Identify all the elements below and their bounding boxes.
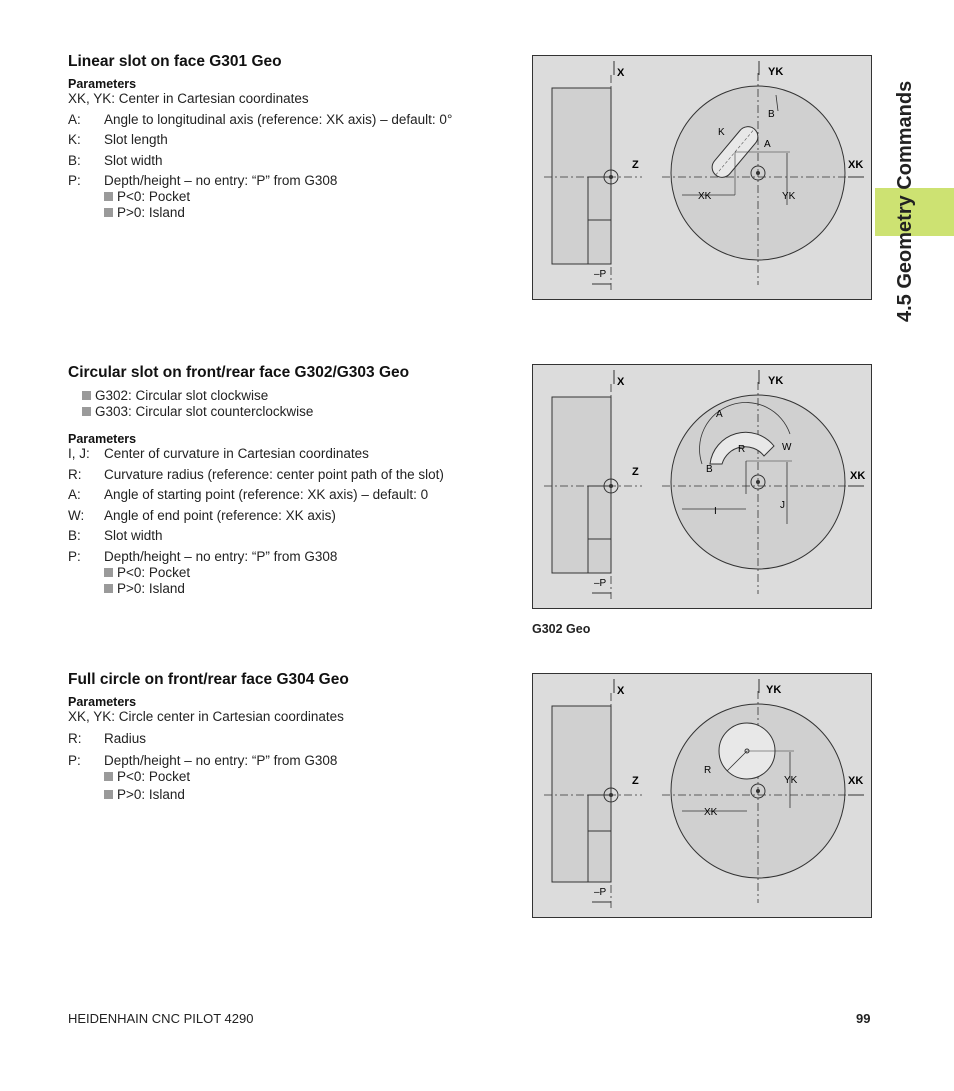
depth-p-label: –P <box>594 887 607 898</box>
param-option-text: P>0: Island <box>117 205 185 220</box>
param-row <box>68 132 498 148</box>
dim-k-label: K <box>718 127 725 138</box>
param-row <box>68 731 498 747</box>
dim-w-label: W <box>782 442 792 453</box>
axis-yk-label: YK <box>766 684 782 696</box>
depth-p-label: –P <box>594 269 607 280</box>
param-option-text: P>0: Island <box>117 787 185 802</box>
section-title: Linear slot on face G301 Geo <box>68 53 282 70</box>
figure-linear-slot <box>532 55 872 300</box>
param-option-text: P<0: Pocket <box>117 769 191 784</box>
section-linear-slot <box>68 53 498 221</box>
bullet-square-icon <box>104 208 113 217</box>
param-intro: XK, YK: Circle center in Cartesian coordinates <box>68 709 344 724</box>
bullet-square-icon <box>104 772 113 781</box>
bullet-square-icon <box>104 568 113 577</box>
param-key: P: <box>68 173 81 188</box>
param-text: Angle of end point (reference: XK axis) <box>104 507 336 523</box>
bullet-square-icon <box>104 790 113 799</box>
figure-circular-slot <box>532 364 872 609</box>
param-text: Depth/height – no entry: “P” from G308 <box>104 173 338 188</box>
param-intro: XK, YK: Center in Cartesian coordinates <box>68 91 309 106</box>
figure-full-circle <box>532 673 872 918</box>
section-title: Circular slot on front/rear face G302/G303 Geo <box>68 364 410 381</box>
param-text: Curvature radius (reference: center point path of the slot) <box>104 466 444 482</box>
axis-x-label: X <box>617 376 625 388</box>
param-option <box>68 565 498 581</box>
param-text: Angle to longitudinal axis (reference: XK axis) – default: 0° <box>104 111 453 127</box>
parameters-heading: Parameters <box>68 77 137 91</box>
param-row <box>68 446 498 462</box>
axis-xk-label: XK <box>848 775 864 787</box>
param-row <box>68 528 498 544</box>
footer-product: HEIDENHAIN CNC PILOT 4290 <box>68 1011 254 1026</box>
axis-xk-label: XK <box>848 159 864 171</box>
section-full-circle <box>68 671 498 803</box>
param-key: P: <box>68 753 81 768</box>
param-option <box>68 581 498 597</box>
axis-x-label: X <box>617 67 625 79</box>
param-key: A: <box>68 487 81 502</box>
param-row <box>68 508 498 524</box>
param-key: R: <box>68 466 82 482</box>
dim-r-label: R <box>738 444 746 455</box>
page-number: 99 <box>856 1011 871 1026</box>
param-option <box>68 189 498 205</box>
axis-xk-label: XK <box>850 470 866 482</box>
param-option <box>68 787 498 803</box>
bullet-square-icon <box>104 192 113 201</box>
param-key: I, J: <box>68 446 90 461</box>
param-option-text: P<0: Pocket <box>117 189 191 204</box>
dim-j-label: J <box>780 500 785 511</box>
dim-b-label: B <box>706 464 713 475</box>
param-text: Angle of starting point (reference: XK axis) – default: 0 <box>104 487 429 502</box>
param-key: R: <box>68 731 82 746</box>
axis-z-label: Z <box>632 466 639 478</box>
axis-yk-label: YK <box>768 375 784 387</box>
param-row <box>68 753 498 769</box>
axis-z-label: Z <box>632 159 639 171</box>
param-key: P: <box>68 548 81 564</box>
param-row <box>68 487 498 503</box>
section-title: Full circle on front/rear face G304 Geo <box>68 671 349 688</box>
dim-i-label: I <box>714 506 717 517</box>
param-text: Radius <box>104 731 147 746</box>
dim-a-label: A <box>764 139 771 150</box>
depth-p-label: –P <box>594 578 607 589</box>
param-text: Depth/height – no entry: “P” from G308 <box>104 753 338 768</box>
param-row <box>68 153 498 169</box>
bullet-square-icon <box>82 391 91 400</box>
bullet-square-icon <box>104 584 113 593</box>
param-row <box>68 549 498 565</box>
parameters-heading: Parameters <box>68 432 137 446</box>
figure-caption: G302 Geo <box>532 622 591 636</box>
param-row <box>68 173 498 189</box>
bullet-item <box>68 388 498 404</box>
param-row <box>68 112 498 128</box>
param-option-text: P<0: Pocket <box>117 564 191 580</box>
param-key: B: <box>68 152 81 168</box>
dim-b-label: B <box>768 109 775 120</box>
axis-x-label: X <box>617 685 625 697</box>
param-text: Center of curvature in Cartesian coordinates <box>104 446 369 461</box>
dim-xk-label: XK <box>704 807 718 818</box>
param-option <box>68 205 498 221</box>
axis-yk-label: YK <box>768 66 784 78</box>
bullet-item <box>68 404 498 420</box>
chapter-tab-label: 4.5 Geometry Commands <box>894 80 916 322</box>
bullet-text: G302: Circular slot clockwise <box>95 388 269 403</box>
bullet-square-icon <box>82 407 91 416</box>
param-text: Slot length <box>104 132 168 147</box>
dim-a-label: A <box>716 409 723 420</box>
param-text: Slot width <box>104 152 163 168</box>
section-circular-slot <box>68 364 498 597</box>
param-option <box>68 769 498 785</box>
parameters-heading: Parameters <box>68 695 137 709</box>
param-key: A: <box>68 111 81 127</box>
dim-yk-label: YK <box>782 191 796 202</box>
param-text: Slot width <box>104 528 163 543</box>
param-key: B: <box>68 528 81 543</box>
param-row <box>68 467 498 483</box>
dim-xk-label: XK <box>698 191 712 202</box>
bullet-text: G303: Circular slot counterclockwise <box>95 404 314 419</box>
param-text: Depth/height – no entry: “P” from G308 <box>104 548 338 564</box>
param-option-text: P>0: Island <box>117 580 185 596</box>
axis-z-label: Z <box>632 775 639 787</box>
dim-r-label: R <box>704 765 712 776</box>
dim-yk-label: YK <box>784 775 798 786</box>
param-key: K: <box>68 132 81 147</box>
param-key: W: <box>68 507 85 523</box>
